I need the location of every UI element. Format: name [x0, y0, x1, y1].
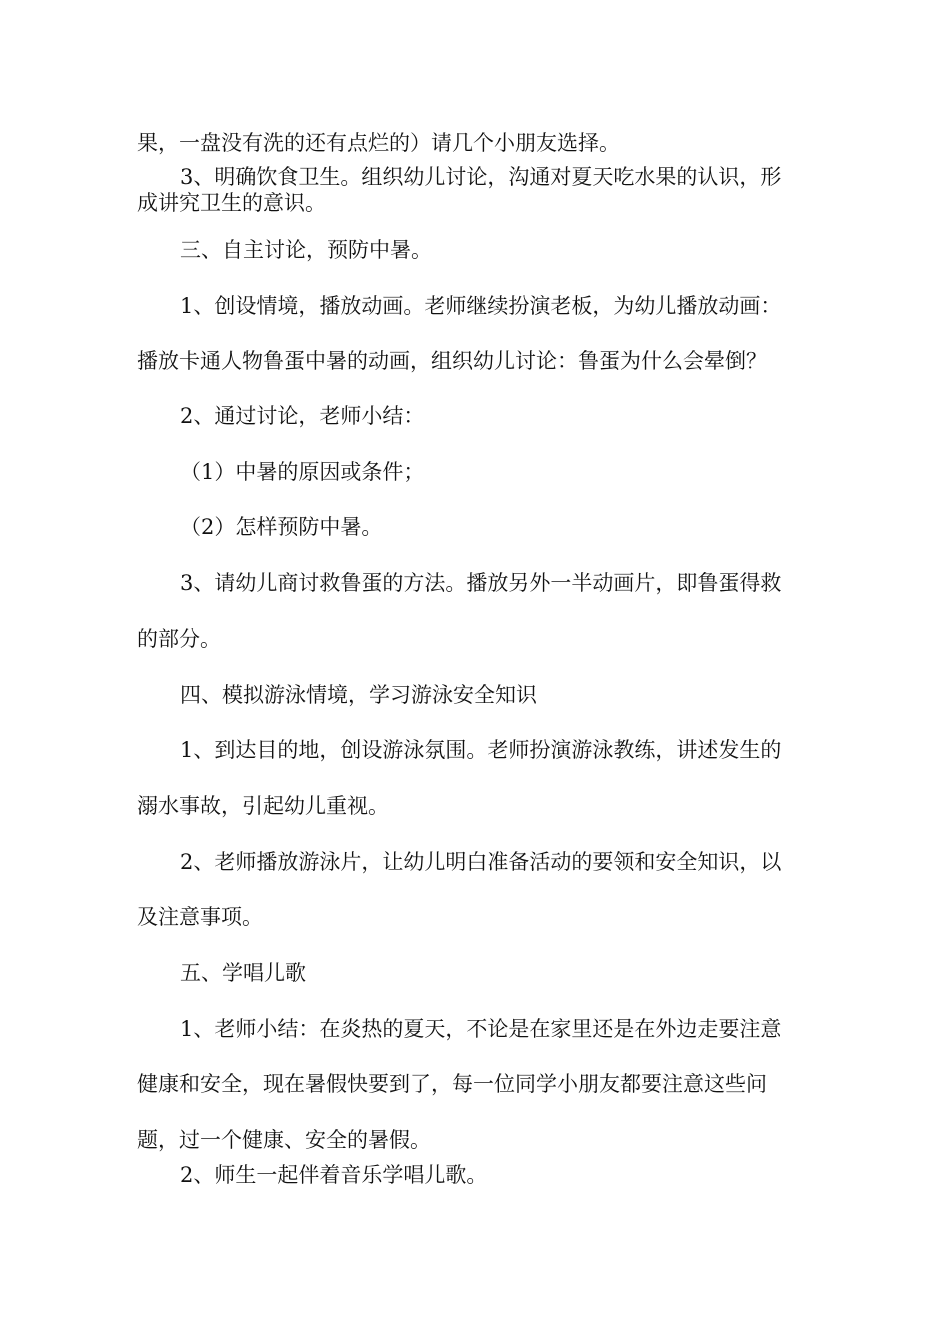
section-heading: 五、学唱儿歌	[180, 961, 306, 985]
paragraph-line: 题，过一个健康、安全的暑假。	[137, 1128, 431, 1152]
paragraph-line: 1、到达目的地，创设游泳氛围。老师扮演游泳教练，讲述发生的	[180, 738, 782, 762]
paragraph-line: 3、明确饮食卫生。组织幼儿讨论，沟通对夏天吃水果的认识，形	[180, 165, 782, 189]
paragraph-line: 1、创设情境，播放动画。老师继续扮演老板，为幼儿播放动画：	[180, 294, 782, 318]
paragraph-line: 健康和安全，现在暑假快要到了，每一位同学小朋友都要注意这些问	[137, 1072, 767, 1096]
paragraph-line: 成讲究卫生的意识。	[137, 191, 326, 215]
paragraph-line: 果，一盘没有洗的还有点烂的）请几个小朋友选择。	[137, 131, 620, 155]
paragraph-line: 溺水事故，引起幼儿重视。	[137, 794, 389, 818]
paragraph-line: 3、请幼儿商讨救鲁蛋的方法。播放另外一半动画片，即鲁蛋得救	[180, 571, 782, 595]
paragraph-line: 2、通过讨论，老师小结：	[180, 404, 425, 428]
paragraph-line: 2、老师播放游泳片，让幼儿明白准备活动的要领和安全知识，以	[180, 850, 782, 874]
list-item: （1）中暑的原因或条件；	[180, 460, 425, 484]
list-item: （2）怎样预防中暑。	[180, 515, 383, 539]
section-heading: 四、模拟游泳情境，学习游泳安全知识	[180, 683, 537, 707]
paragraph-line: 2、师生一起伴着音乐学唱儿歌。	[180, 1163, 488, 1187]
paragraph-line: 播放卡通人物鲁蛋中暑的动画，组织幼儿讨论：鲁蛋为什么会晕倒？	[137, 349, 767, 373]
paragraph-line: 的部分。	[137, 627, 221, 651]
paragraph-line: 及注意事项。	[137, 905, 263, 929]
section-heading: 三、自主讨论，预防中暑。	[180, 238, 432, 262]
paragraph-line: 1、老师小结：在炎热的夏天，不论是在家里还是在外边走要注意	[180, 1017, 782, 1041]
